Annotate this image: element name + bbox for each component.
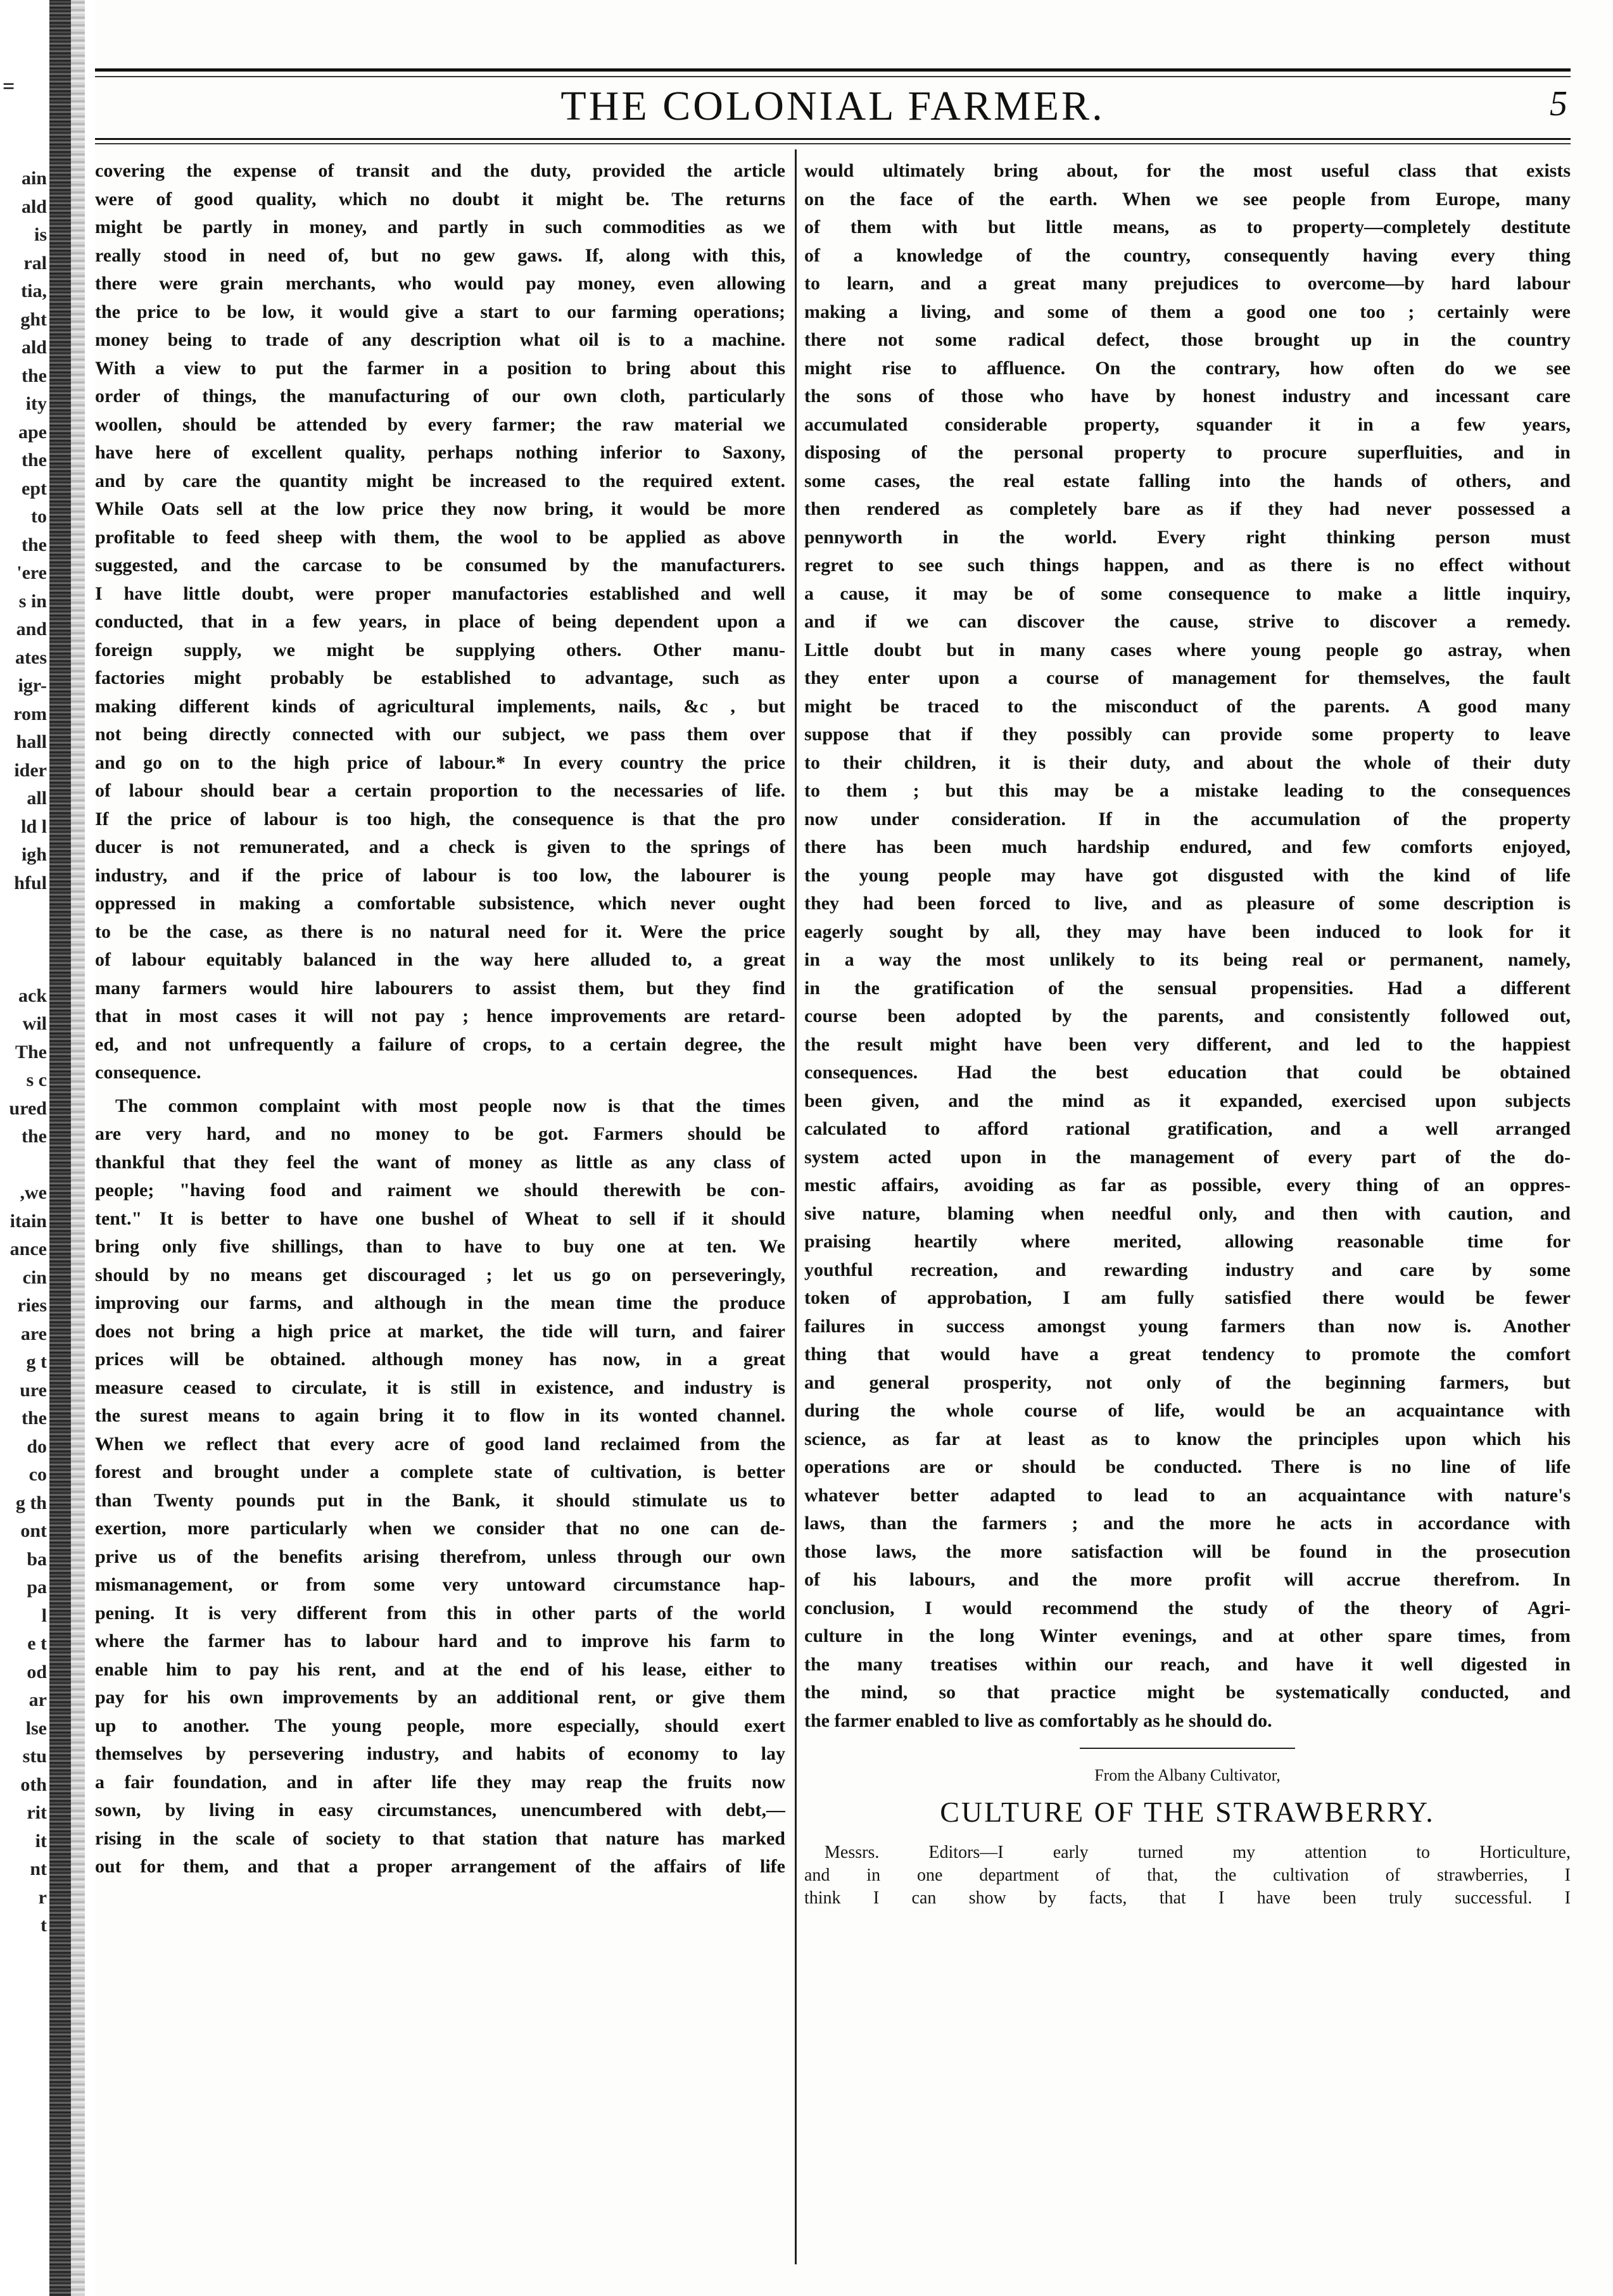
gutter-fragment: ain (21, 168, 47, 189)
article-body (804, 1841, 1571, 1910)
gutter-fragment: wil (22, 1013, 47, 1034)
text-line: there not some radical defect, those brought up in the country (804, 329, 1571, 350)
gutter-fragment: hful (14, 872, 47, 893)
text-line: and general prosperity, not only of the beginning farmers, but (804, 1372, 1571, 1393)
gutter-fragment: ured (9, 1097, 47, 1119)
text-line: eagerly sought by all, they may have been induced to look for it (804, 921, 1571, 942)
gutter-fragment: s c (26, 1069, 47, 1090)
text-line: With a view to put the farmer in a position to bring about this (95, 357, 785, 379)
text-line: money being to trade of any description what oil is to a machine. (95, 329, 785, 350)
byline: From the Albany Cultivator, (1094, 1766, 1281, 1784)
text-line: and in one department of that, the cultivation of strawberries, I (804, 1865, 1571, 1885)
text-line: regret to see such things happen, and as there is no effect without (804, 555, 1571, 576)
text-line: laws, than the farmers ; and the more he acts in accordance with (804, 1513, 1571, 1534)
page-number: 5 (1550, 84, 1567, 123)
gutter-fragment: ates (15, 647, 47, 668)
text-line: exertion, more particularly when we consider that no one can de- (95, 1518, 785, 1539)
text-line: the price to be low, it would give a start to our farming operations; (95, 301, 785, 322)
gutter-fragment (3, 926, 47, 954)
page-title: THE COLONIAL FARMER. (560, 83, 1105, 129)
text-line: have here of excellent quality, perhaps nothing inferior to Saxony, (95, 442, 785, 463)
text-line: measure ceased to circulate, it is still in existence, and industry is (95, 1377, 785, 1398)
gutter-fragment: it (35, 1830, 47, 1851)
article-title: CULTURE OF THE STRAWBERRY. (940, 1796, 1435, 1828)
gutter-fragment: The (15, 1041, 47, 1063)
text-line: might rise to affluence. On the contrary, how often do we see (804, 357, 1571, 379)
gutter-fragment (3, 954, 47, 982)
text-line: Messrs. Editors—I early turned my attention to Horticulture, (825, 1843, 1571, 1862)
gutter-fragment: g th (15, 1492, 47, 1513)
text-line: bring only five shillings, than to have to buy one at ten. We (95, 1236, 785, 1257)
gutter-fragment: itain (9, 1210, 47, 1232)
header-rule-top (95, 68, 1571, 72)
text-line: some cases, the real estate falling into the hands of others, and (804, 470, 1571, 491)
text-line: and by care the quantity might be increased to the required extent. (95, 470, 785, 491)
text-line: to be the case, as there is no natural need for it. Were the price (95, 921, 785, 942)
text-line: a cause, it may be of some consequence to make a little inquiry, (804, 583, 1571, 604)
left-paragraph-1 (95, 157, 785, 1087)
gutter-fragment: ure (20, 1379, 47, 1401)
text-line: order of things, the manufacturing of our own cloth, particularly (95, 386, 785, 407)
left-paragraph-2 (95, 1092, 785, 1881)
text-line: been given, and the mind as it expanded, exercised upon subjects (804, 1090, 1571, 1111)
gutter-fragment: is (34, 224, 47, 245)
text-line: there were grain merchants, who would pay money, even allowing (95, 273, 785, 294)
text-line: The common complaint with most people now is that the times (115, 1095, 785, 1116)
gutter-fragment: 'ere (16, 562, 47, 583)
text-line: the sons of those who have by honest industry and incessant care (804, 386, 1571, 407)
gutter-fragment: tia, (21, 281, 47, 301)
text-line: mismanagement, or from some very untoward circumstance hap- (95, 1574, 785, 1595)
text-line: out for them, and that a proper arrangement of the affairs of life (95, 1856, 785, 1877)
header-rule-bottom-thin (95, 143, 1571, 144)
text-line: disposing of the personal property to procure superfluities, and in (804, 442, 1571, 463)
masthead (95, 82, 1571, 133)
text-line: While Oats sell at the low price they now bring, it would be more (95, 498, 785, 519)
text-line: accumulated considerable property, squander it in a few years, (804, 413, 1571, 435)
gutter-fragment: od (27, 1661, 47, 1682)
text-line: failures in success amongst young farmers than now is. Another (804, 1315, 1571, 1337)
gutter-fragment: to (31, 506, 47, 527)
gutter-fragment: all (27, 788, 47, 809)
gutter-fragment: ance (9, 1239, 47, 1259)
text-line: in a way the most unlikely to its being real or permanent, namely, (804, 949, 1571, 970)
text-line: the mind, so that practice might be systematically conducted, and (804, 1682, 1571, 1703)
gutter-fragment: the (22, 450, 47, 470)
text-line: token of approbation, I am fully satisfied there would be fewer (804, 1287, 1571, 1308)
text-line: the result might have been very different, and led to the happiest (804, 1033, 1571, 1055)
gutter-fragment: t (41, 1915, 47, 1936)
text-line: industry, and if the price of labour is too low, the labourer is (95, 864, 785, 886)
text-line: sive nature, blaming when needful only, and then with caution, and (804, 1202, 1571, 1224)
gutter-fragment: ,we (20, 1182, 47, 1203)
text-line: to their children, it is their duty, and about the whole of their duty (804, 752, 1571, 773)
gutter-fragment: ont (20, 1520, 47, 1541)
text-line: would ultimately bring about, for the most useful class that exists (804, 160, 1571, 181)
gutter-fragment: pa (27, 1577, 47, 1598)
gutter-fragment: oth (20, 1774, 47, 1795)
text-line: themselves by persevering industry, and habits of economy to lay (95, 1743, 785, 1764)
gutter-fragment: are (20, 1323, 47, 1344)
header-rule-bottom (95, 138, 1571, 140)
text-line: Little doubt but in many cases where young people go astray, when (804, 639, 1571, 660)
text-line: course been adopted by the parents, and consistently followed out, (804, 1006, 1571, 1026)
text-line: not being directly connected with our subject, we pass them over (95, 724, 785, 745)
text-line: factories might probably be established to advantage, such as (95, 667, 785, 688)
text-line: should by no means get discouraged ; let us go on perseveringly, (95, 1264, 785, 1285)
text-line: system acted upon in the management of every part of the do- (804, 1146, 1571, 1168)
text-line: where the farmer has to labour hard and to improve his farm to (95, 1631, 785, 1651)
text-line: forest and brought under a complete state of cultivation, is better (95, 1461, 785, 1482)
text-line: culture in the long Winter evenings, and at other spare times, from (804, 1625, 1571, 1646)
binding-edge (71, 0, 85, 2296)
gutter-fragment: s in (18, 590, 47, 612)
text-line: prive us of the benefits arising therefrom, unless through our own (95, 1546, 785, 1567)
text-line: youthful recreation, and rewarding industry and care by some (804, 1259, 1571, 1280)
text-line: whatever better adapted to lead to an acquaintance with nature's (804, 1484, 1571, 1506)
right-paragraph-1 (804, 157, 1571, 1735)
gutter-fragment: ba (27, 1548, 47, 1570)
gutter-fragment: the (22, 365, 47, 386)
gutter-fragment: co (28, 1464, 47, 1485)
text-line: pay for his own improvements by an additional rent, or give them (95, 1687, 785, 1708)
text-line: then rendered as completely bare as if they had never possessed a (804, 498, 1571, 519)
text-line: ducer is not remunerated, and a check is given to the springs of (95, 836, 785, 857)
column-divider (795, 149, 797, 2264)
gutter-fragment: igh (21, 844, 47, 865)
left-column (95, 157, 785, 1881)
text-line: operations are or should be conducted. There is no line of life (804, 1456, 1571, 1477)
gutter-fragment: do (27, 1435, 47, 1457)
text-line: thing that would have a great tendency to promote the comfort (804, 1344, 1571, 1365)
text-line: improving our farms, and although in the mean time the produce (95, 1292, 785, 1313)
text-line: making different kinds of agricultural implements, nails, &c , but (95, 695, 785, 717)
text-line: might be partly in money, and partly in such commodities as we (95, 217, 785, 237)
text-line: rising in the scale of society to that station that nature has marked (95, 1827, 785, 1849)
gutter-fragment: hall (16, 731, 47, 752)
text-line: and go on to the high price of labour.* In every country the price (95, 752, 785, 773)
gutter-fragment: nt (30, 1858, 47, 1879)
text-line: profitable to feed sheep with them, the wool to be applied as above (95, 526, 785, 548)
gutter-fragment: stu (22, 1746, 47, 1767)
gutter-fragment: and (16, 619, 47, 640)
text-line: they enter upon a course of management for themselves, the fault (804, 667, 1571, 688)
gutter-fragment: ald (21, 337, 47, 358)
text-line: covering the expense of transit and the duty, provided the article (95, 160, 785, 181)
gutter-fragment: ider (14, 759, 47, 781)
gutter-fragment: l (41, 1605, 47, 1626)
text-line: to learn, and a great many prejudices to overcome—by hard labour (804, 273, 1571, 294)
gutter-fragment: ral (23, 252, 47, 274)
text-line: a fair foundation, and in after life they may reap the fruits now (95, 1771, 785, 1793)
text-line: pening. It is very different from this in other parts of the world (95, 1602, 785, 1624)
gutter-fragment: e t (27, 1633, 47, 1654)
gutter-fragment: the (22, 534, 47, 555)
text-line: consequence. (95, 1062, 201, 1083)
gutter-fragment: lse (25, 1717, 47, 1739)
text-line: I have little doubt, were proper manufactories established and well (95, 583, 785, 604)
right-column (804, 157, 1571, 1910)
text-line: that in most cases it will not pay ; hence improvements are retard- (95, 1006, 785, 1026)
text-line: of labour equitably balanced in the way here alluded to, a great (95, 949, 785, 970)
gutter-fragment: ity (25, 393, 47, 414)
header-rule-top-thin (95, 76, 1571, 77)
gutter-fragment: ald (21, 196, 47, 217)
text-line: people; "having food and raiment we should therewith be con- (95, 1180, 785, 1201)
text-line: sown, by living in easy circumstances, unencumbered with debt,— (95, 1800, 785, 1820)
text-line: now under consideration. If in the accumulation of the property (804, 808, 1571, 829)
gutter-fragment: igr- (18, 675, 47, 696)
text-line: consequences. Had the best education that could be obtained (804, 1062, 1571, 1083)
gutter-fragment: cin (22, 1266, 47, 1288)
text-line: in the gratification of the sensual propensities. Had a different (804, 977, 1571, 999)
text-line: making a living, and some of them a good one too ; certainly were (804, 301, 1571, 322)
text-line: are very hard, and no money to be got. Farmers should be (95, 1123, 785, 1144)
text-line: suppose that if they possibly can provide some property to leave (804, 724, 1571, 745)
gutter-fragment: ept (22, 477, 47, 499)
text-line: there has been much hardship endured, and few comforts enjoyed, (804, 836, 1571, 857)
text-line: praising heartily where merited, allowing reasonable time for (804, 1231, 1571, 1252)
text-line: of a knowledge of the country, consequently having every thing (804, 244, 1571, 266)
text-line: really stood in need of, but no gew gaws. If, along with this, (95, 244, 785, 266)
gutter-fragment: ar (28, 1689, 47, 1710)
text-line: were of good quality, which no doubt it might be. The returns (95, 188, 785, 210)
text-line: the surest means to again bring it to flow in its wonted channel. (95, 1405, 785, 1426)
text-line: they had been forced to live, and as pleasure of some description is (804, 893, 1571, 914)
gutter-fragment: r (38, 1886, 47, 1908)
gutter-fragment: ack (18, 985, 47, 1006)
text-line: science, as far at least as to know the principles upon which his (804, 1428, 1571, 1449)
text-line: the young people may have got disgusted with the kind of life (804, 864, 1571, 886)
text-line: mestic affairs, avoiding as far as possible, every thing of an oppres- (804, 1175, 1571, 1195)
text-line: prices will be obtained. although money has now, in a great (95, 1349, 785, 1370)
gutter-fragment: ld l (21, 816, 47, 837)
text-line: and if we can discover the cause, strive to discover a remedy. (804, 611, 1571, 632)
gutter-fragment: rit (27, 1802, 47, 1823)
text-line: If the price of labour is too high, the consequence is that the pro (95, 808, 785, 829)
gutter-fragment: the (22, 1126, 47, 1147)
gutter-fragment: ape (18, 421, 47, 443)
text-line: suggested, and the carcase to be consumed by the manufacturers. (95, 555, 785, 576)
text-line: of them with but little means, as to property—completely destitute (804, 217, 1571, 237)
text-line: enable him to pay his rent, and at the end of his lease, either to (95, 1658, 785, 1680)
text-line: than Twenty pounds put in the Bank, it should stimulate us to (95, 1489, 785, 1511)
gutter-fragment: g t (26, 1351, 47, 1372)
text-line: foreign supply, we might be supplying others. Other manu- (95, 639, 785, 660)
text-line: When we reflect that every acre of good land reclaimed from the (95, 1433, 785, 1454)
text-line: calculated to afford rational gratification, and a well arranged (804, 1118, 1571, 1139)
text-line: does not bring a high price at market, the tide will turn, and fairer (95, 1320, 785, 1342)
text-line: those laws, the more satisfaction will be found in the prosecution (804, 1541, 1571, 1562)
gutter-fragment (3, 897, 47, 926)
gutter-fragment: the (22, 1408, 47, 1429)
byline-rule (1080, 1748, 1295, 1749)
text-line: many farmers would hire labourers to assist them, but they find (95, 977, 785, 999)
text-line: on the face of the earth. When we see people from Europe, many (804, 188, 1571, 210)
text-line: up to another. The young people, more especially, should exert (95, 1715, 785, 1736)
gutter-text-fragments (3, 165, 47, 1940)
text-line: the farmer enabled to live as comfortably as he should do. (804, 1710, 1272, 1731)
gutter-mark: = (3, 75, 15, 98)
binding-shadow (49, 0, 71, 2296)
gutter-fragment (3, 1151, 47, 1180)
gutter-fragment: ries (17, 1295, 47, 1316)
text-line: to them ; but this may be a mistake leading to the consequences (804, 780, 1571, 801)
text-line: woollen, should be attended by every farmer; the raw material we (95, 413, 785, 435)
text-line: the many treatises within our reach, and have it well digested in (804, 1653, 1571, 1675)
text-line: thankful that they feel the want of money as little as any class of (95, 1151, 785, 1173)
gutter-fragment: ght (20, 308, 47, 330)
text-line: tent." It is better to have one bushel of Wheat to sell if it should (95, 1208, 785, 1229)
gutter-fragment: rom (13, 703, 47, 724)
text-line: conducted, that in a few years, in place of being dependent upon a (95, 611, 785, 632)
text-line: of his labours, and the more profit will accrue therefrom. In (804, 1569, 1571, 1590)
text-line: of labour should bear a certain proportion to the necessaries of life. (95, 780, 785, 801)
text-line: pennyworth in the world. Every right thinking person must (804, 526, 1571, 548)
text-line: might be traced to the misconduct of the parents. A good many (804, 695, 1571, 717)
text-line: ed, and not unfrequently a failure of crops, to a certain degree, the (95, 1033, 785, 1055)
text-line: during the whole course of life, would be an acquaintance with (804, 1400, 1571, 1421)
text-line: think I can show by facts, that I have been truly successful. I (804, 1888, 1571, 1908)
text-line: oppressed in making a comfortable subsistence, which never ought (95, 893, 785, 914)
text-line: conclusion, I would recommend the study of the theory of Agri- (804, 1597, 1571, 1618)
